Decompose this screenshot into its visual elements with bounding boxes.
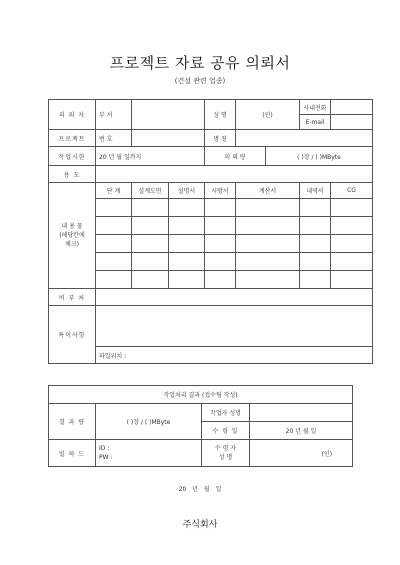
delivery-label: 빌 하 드 xyxy=(49,440,96,467)
stage-cell[interactable] xyxy=(96,199,132,217)
check-cell[interactable] xyxy=(331,253,373,271)
check-cell[interactable] xyxy=(205,217,236,235)
stage-cell[interactable] xyxy=(96,217,132,235)
check-cell[interactable] xyxy=(331,235,373,253)
name-label: 성 명 xyxy=(205,100,236,130)
ext-phone-field[interactable] xyxy=(331,100,373,115)
request-qty-label: 의 뢰 량 xyxy=(205,147,266,166)
check-cell[interactable] xyxy=(169,217,205,235)
check-cell[interactable] xyxy=(300,271,331,289)
column-header: 내역서 xyxy=(300,183,331,199)
check-cell[interactable] xyxy=(300,235,331,253)
received-date-label: 수 령 일 xyxy=(202,422,250,440)
worker-name-field[interactable] xyxy=(250,404,353,422)
result-qty-label: 결 과 량 xyxy=(49,404,96,440)
dept-field[interactable] xyxy=(132,100,205,130)
stage-cell[interactable] xyxy=(96,253,132,271)
receiver-seal: (인) xyxy=(250,440,353,467)
form-subtitle: (건설 관련 업종) xyxy=(174,77,226,85)
stage-cell[interactable] xyxy=(96,271,132,289)
check-cell[interactable] xyxy=(205,235,236,253)
request-form-table xyxy=(48,99,373,364)
check-cell[interactable] xyxy=(300,217,331,235)
project-number-label: 번 호 xyxy=(96,130,132,147)
credentials-cell[interactable] xyxy=(96,440,202,467)
requester-seal: (인) xyxy=(236,100,300,130)
request-qty-value: ( )장 / ( )MByte xyxy=(266,147,373,166)
form-title: 프로젝트 자료 공유 의뢰서 xyxy=(109,54,291,72)
check-cell[interactable] xyxy=(331,199,373,217)
purpose-field[interactable] xyxy=(96,166,373,183)
file-location[interactable]: 파일위치 : xyxy=(96,347,373,364)
receiver-label-line1: 수 령 자 xyxy=(214,445,237,452)
check-cell[interactable] xyxy=(132,235,169,253)
remarks-field[interactable] xyxy=(96,289,373,306)
check-cell[interactable] xyxy=(331,217,373,235)
company-name: 주식회사 xyxy=(182,520,218,530)
check-cell[interactable] xyxy=(236,199,300,217)
check-cell[interactable] xyxy=(300,199,331,217)
receiver-label-line2: 성 명 xyxy=(218,454,233,461)
dept-label: 부 서 xyxy=(96,100,132,130)
contents-label-line3: 체크) xyxy=(65,241,79,248)
email-label: E-mail xyxy=(300,115,331,130)
check-cell[interactable] xyxy=(236,217,300,235)
result-qty-value: ( )장 / ( )MByte xyxy=(96,404,202,440)
stage-cell[interactable] xyxy=(96,235,132,253)
check-cell[interactable] xyxy=(169,235,205,253)
requester-label: 의 뢰 자 xyxy=(49,100,96,130)
remarks-label: 비 부 처 xyxy=(49,289,96,306)
project-label: 프로젝트 xyxy=(49,130,96,147)
check-cell[interactable] xyxy=(236,253,300,271)
check-cell[interactable] xyxy=(169,199,205,217)
check-cell[interactable] xyxy=(205,199,236,217)
id-label: ID : xyxy=(99,445,110,452)
check-cell[interactable] xyxy=(331,271,373,289)
check-cell[interactable] xyxy=(205,271,236,289)
project-number-field[interactable] xyxy=(132,130,205,147)
project-name-label: 명 칭 xyxy=(205,130,236,147)
check-cell[interactable] xyxy=(132,271,169,289)
email-field[interactable] xyxy=(331,115,373,130)
receiver-label xyxy=(202,440,250,467)
project-name-field[interactable] xyxy=(236,130,373,147)
ext-phone-label: 사내전화 xyxy=(300,100,331,115)
deadline-value: 20 년 월 일까지 xyxy=(96,147,205,166)
work-deadline-label: 작업시한 xyxy=(49,147,96,166)
check-cell[interactable] xyxy=(169,271,205,289)
column-header: 시방서 xyxy=(205,183,236,199)
check-cell[interactable] xyxy=(132,199,169,217)
worker-name-label: 작업자 성명 xyxy=(202,404,250,422)
notes-label: 특이사항 xyxy=(49,306,96,364)
result-header: 작업처리 결과 (접수팀 작성) xyxy=(49,386,353,404)
column-header: 설명서 xyxy=(169,183,205,199)
check-cell[interactable] xyxy=(205,253,236,271)
contents-label-line1: 내 용 물 xyxy=(61,223,83,230)
received-date-value: 20 년 월 일 xyxy=(250,422,353,440)
column-header: 설계도면 xyxy=(132,183,169,199)
check-cell[interactable] xyxy=(169,253,205,271)
check-cell[interactable] xyxy=(236,235,300,253)
check-cell[interactable] xyxy=(132,217,169,235)
column-header: 계산서 xyxy=(236,183,300,199)
footer-date: 20 년 월 일 xyxy=(178,486,222,493)
contents-label-line2: (해당칸에 xyxy=(59,232,85,239)
contents-label xyxy=(49,183,96,289)
column-header: CG xyxy=(331,183,373,199)
notes-field[interactable] xyxy=(96,306,373,347)
result-table xyxy=(48,385,353,467)
check-cell[interactable] xyxy=(132,253,169,271)
check-cell[interactable] xyxy=(236,271,300,289)
purpose-label: 용 도 xyxy=(49,166,96,183)
column-header: 단 계 xyxy=(96,183,132,199)
pw-label: PW : xyxy=(99,454,113,461)
check-cell[interactable] xyxy=(300,253,331,271)
